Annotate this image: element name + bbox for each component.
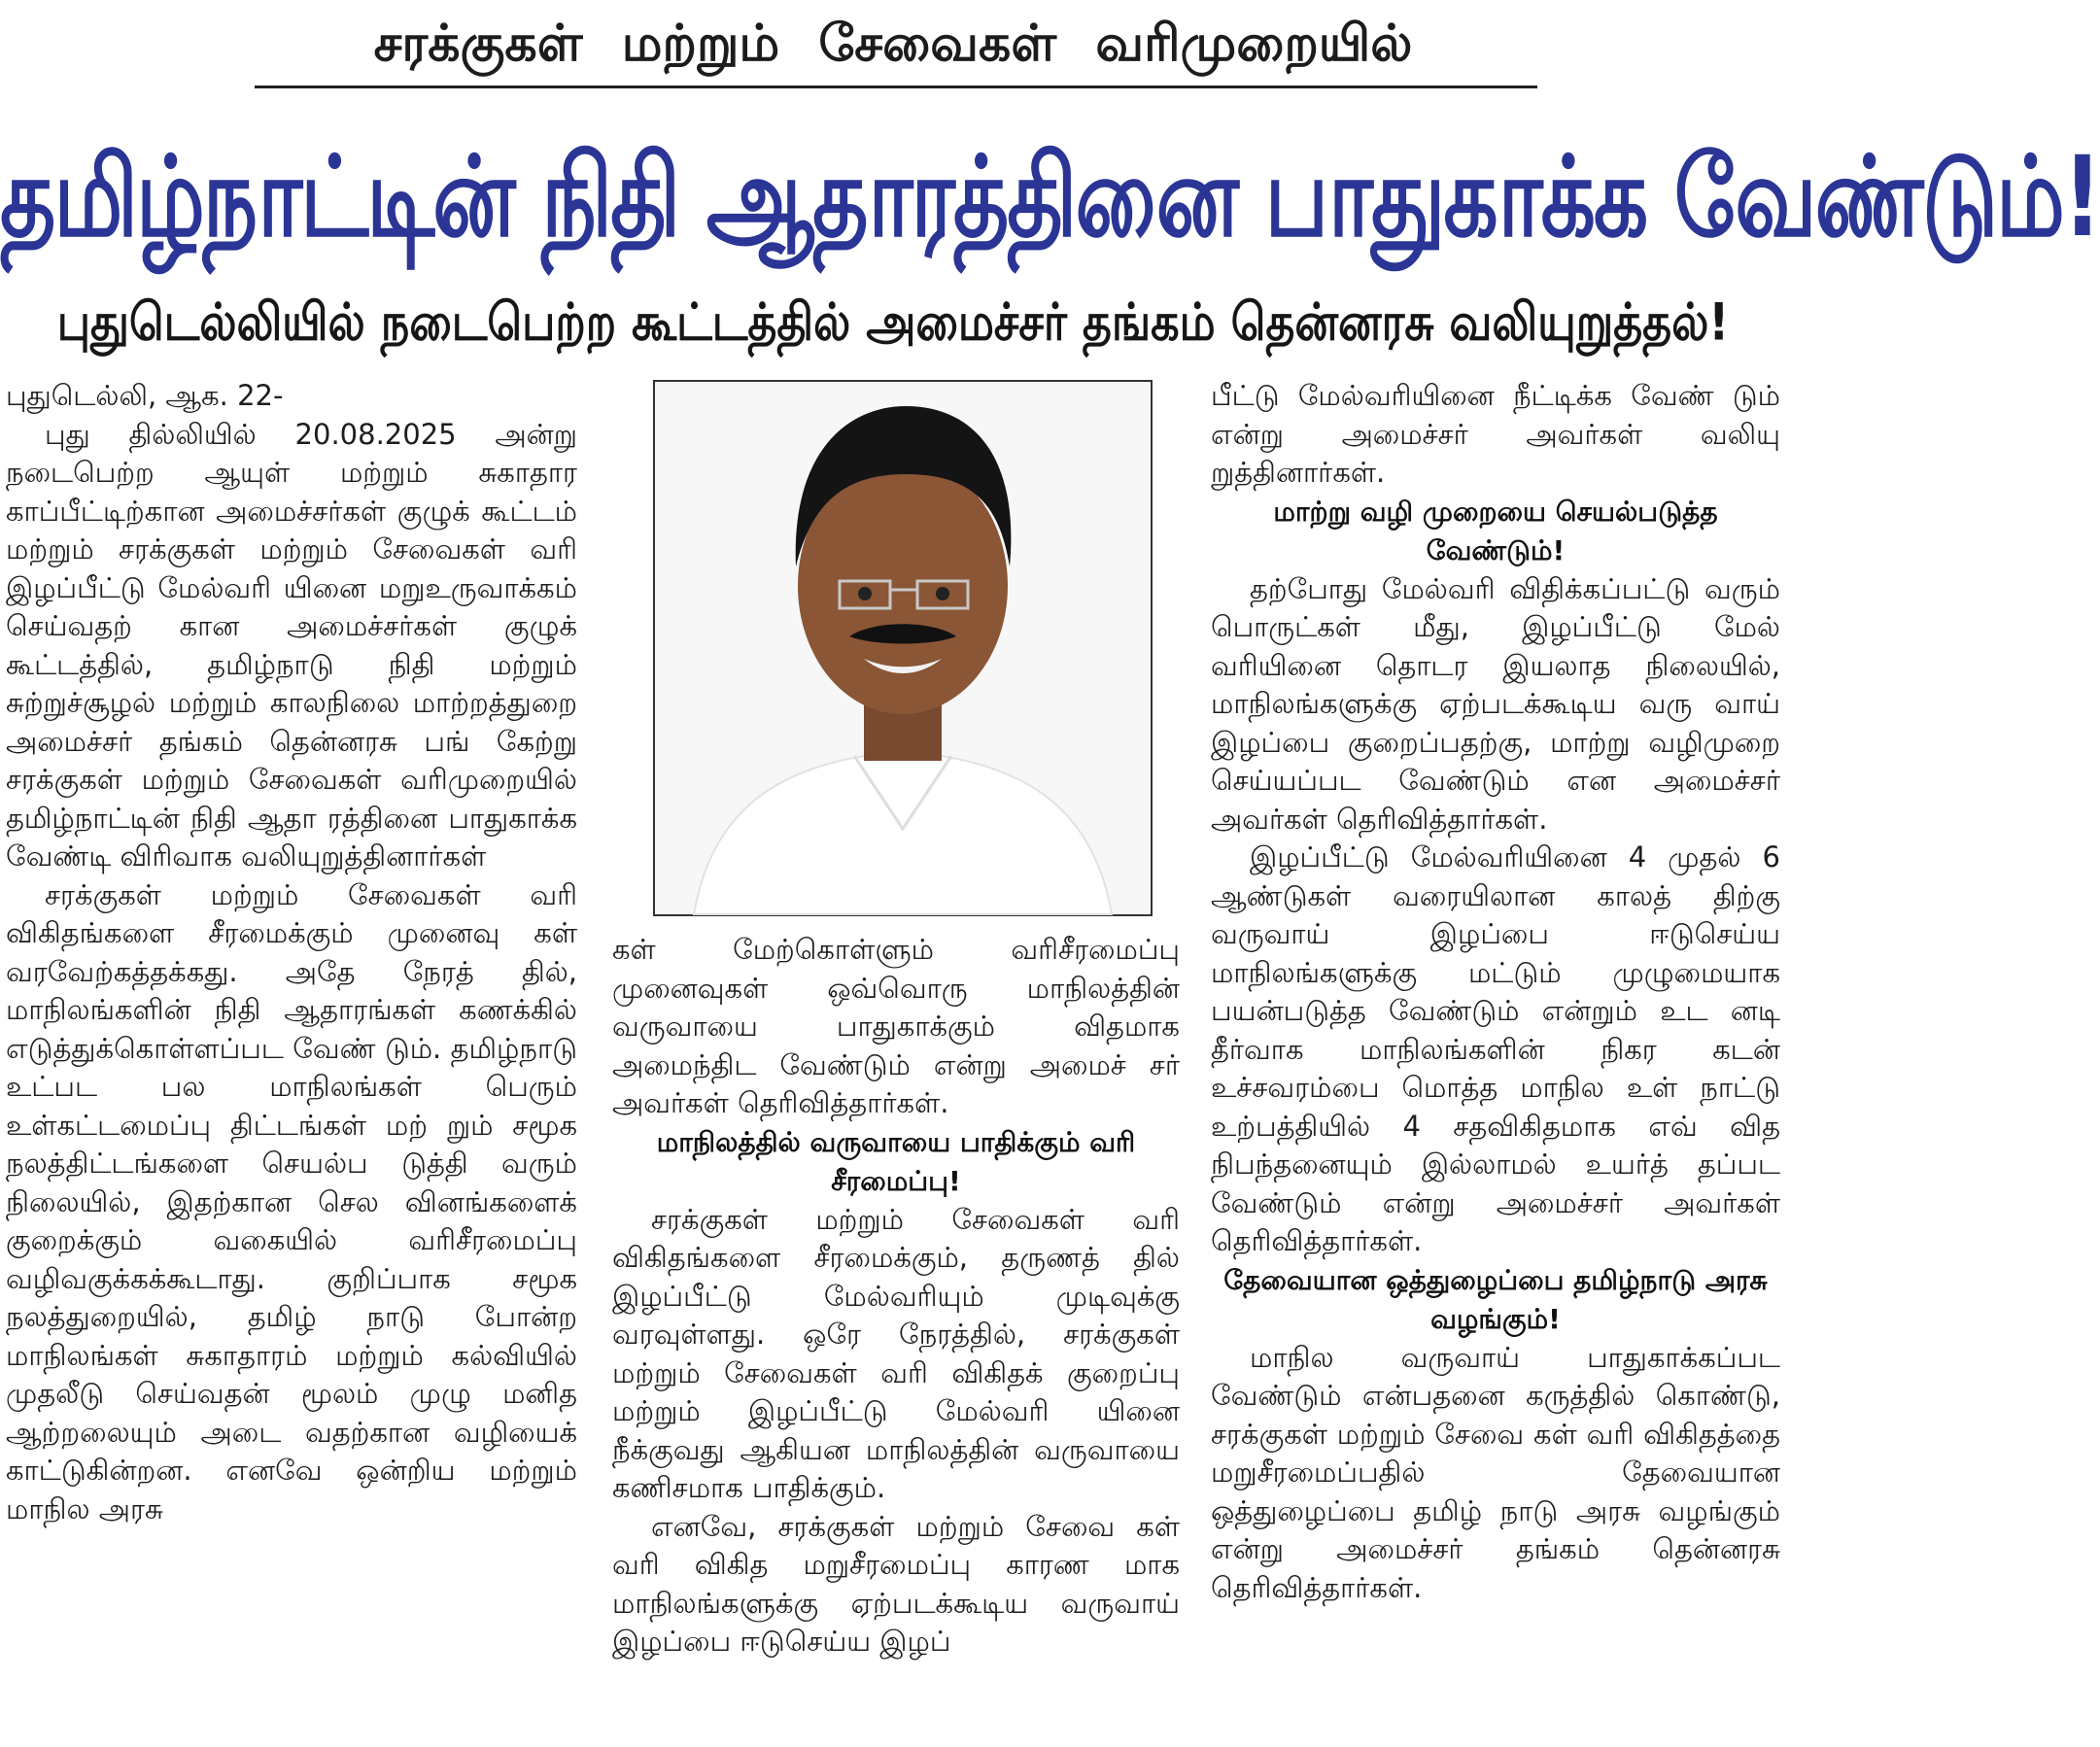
- paragraph: மாநில வருவாய் பாதுகாக்கப்பட வேண்டும் என்பதனை கருத்தில் கொண்டு, சரக்குகள் மற்றும் சேவை கள் வரி விகிதத்தை மறுசீரமைப்பதில் தேவையான ஒத்துழைப்பை தமிழ் நாடு அரசு வழங்கும் என்று அமைச்சர் தங்கம் தென்னரசு தெரிவித்தார்கள்.: [1211, 1340, 1780, 1604]
- kicker-rule: [255, 86, 1537, 88]
- paragraph: எனவே, சரக்குகள் மற்றும் சேவை கள் வரி விகித மறுசீரமைப்பு காரண மாக மாநிலங்களுக்கு ஏற்படக்கூடிய வருவாய் இழப்பை ஈடுசெய்ய இழப்: [612, 1509, 1180, 1658]
- paragraph: தற்போது மேல்வரி விதிக்கப்பட்டு வரும் பொருட்கள் மீது, இழப்பீட்டு மேல் வரியினை தொடர இயலாத நிலையில், மாநிலங்களுக்கு ஏற்படக்கூடிய வரு வாய் இழப்பை குறைப்பதற்கு, மாற்று வழிமுறை செய்யப்பட வேண்டும் என அமைச்சர் அவர்கள் தெரிவித்தார்கள்.: [1211, 571, 1780, 836]
- section-subheading: மாற்று வழி முறையை செயல்படுத்த வேண்டும்!: [1273, 495, 1718, 566]
- section-subheading: தேவையான ஒத்துழைப்பை தமிழ்நாடு அரசு வழங்கும்!: [1223, 1263, 1768, 1335]
- article-column-2: [612, 931, 1180, 1661]
- paragraph: புது தில்லியில் 20.08.2025 அன்று நடைபெற்ற ஆயுள் மற்றும் சுகாதார காப்பீட்டிற்கான அமைச்சர்கள் குழுக் கூட்டம் மற்றும் சரக்குகள் மற்றும் சேவைகள் வரி இழப்பீட்டு மேல்வரி யினை மறுஉருவாக்கம் செய்வதற் கான அமைச்சர்கள் குழுக் கூட்டத்தில், தமிழ்நாடு நிதி மற்றும் சுற்றுச்சூழல் மற்றும் காலநிலை மாற்றத்துறை அமைச்சர் தங்கம் தென்னரசு பங் கேற்று சரக்குகள் மற்றும் சேவைகள் வரிமுறையில் தமிழ்நாட்டின் நிதி ஆதா ரத்தினை பாதுகாக்க வேண்டி விரிவாக வலியுறுத்தினார்கள்: [6, 417, 577, 873]
- paragraph: சரக்குகள் மற்றும் சேவைகள் வரி விகிதங்களை சீரமைக்கும் முனைவு கள் வரவேற்கத்தக்கது. அதே நேரத் தில், மாநிலங்களின் நிதி ஆதாரங்கள் கணக்கில் எடுத்துக்கொள்ளப்பட வேண் டும். தமிழ்நாடு உட்பட பல மாநிலங்கள் பெரும் உள்கட்டமைப்பு திட்டங்கள் மற் றும் சமூக நலத்திட்டங்களை செயல்ப டுத்தி வரும் நிலையில், இதற்கான செல வினங்களைக் குறைக்கும் வகையில் வரிசீரமைப்பு வழிவகுக்கக்கூடாது. குறிப்பாக சமூக நலத்துறையில், தமிழ் நாடு போன்ற மாநிலங்கள் சுகாதாரம் மற்றும் கல்வியில் முதலீடு செய்வதன் மூலம் முழு மனித ஆற்றலையும் அடை வதற்கான வழியைக் காட்டுகின்றன. எனவே ஒன்றிய மற்றும் மாநில அரசு: [6, 877, 577, 1525]
- dateline: புதுடெல்லி, ஆக. 22-: [6, 379, 284, 412]
- portrait-illustration: [655, 382, 1151, 914]
- main-headline: தமிழ்நாட்டின் நிதி ஆதாரத்தினை பாதுகாக்க வேண்டும்!: [0, 131, 2100, 262]
- section-subheading: மாநிலத்தில் வருவாயை பாதிக்கும் வரி சீரமைப்பு!: [656, 1125, 1136, 1197]
- sub-headline: புதுடெல்லியில் நடைபெற்ற கூட்டத்தில் அமைச்சர் தங்கம் தென்னரசு வலியுறுத்தல்!: [56, 291, 1730, 353]
- article-column-3: [1211, 377, 1780, 1607]
- paragraph: பீட்டு மேல்வரியினை நீட்டிக்க வேண் டும் என்று அமைச்சர் அவர்கள் வலியு றுத்தினார்கள்.: [1211, 379, 1780, 489]
- paragraph: இழப்பீட்டு மேல்வரியினை 4 முதல் 6 ஆண்டுகள் வரையிலான காலத் திற்கு வருவாய் இழப்பை ஈடுசெய்ய மாநிலங்களுக்கு மட்டும் முழுமையாக பயன்படுத்த வேண்டும் என்றும் உட னடி தீர்வாக மாநிலங்களின் நிகர கடன் உச்சவரம்பை மொத்த மாநில உள் நாட்டு உற்பத்தியில் 4 சதவிகிதமாக எவ் வித நிபந்தனையும் இல்லாமல் உயர்த் தப்பட வேண்டும் என்று அமைச்சர் அவர்கள் தெரிவித்தார்கள்.: [1211, 840, 1780, 1257]
- paragraph: கள் மேற்கொள்ளும் வரிசீரமைப்பு முனைவுகள் ஒவ்வொரு மாநிலத்தின் வருவாயை பாதுகாக்கும் விதமாக அமைந்திட வேண்டும் என்று அமைச் சர் அவர்கள் தெரிவித்தார்கள்.: [612, 933, 1180, 1119]
- minister-photo: [653, 380, 1153, 916]
- article-column-1: [6, 377, 577, 1528]
- kicker-heading: சரக்குகள் மற்றும் சேவைகள் வரிமுறையில்: [373, 15, 1413, 73]
- paragraph: சரக்குகள் மற்றும் சேவைகள் வரி விகிதங்களை சீரமைக்கும், தருணத் தில் இழப்பீட்டு மேல்வரியும் முடிவுக்கு வரவுள்ளது. ஒரே நேரத்தில், சரக்குகள் மற்றும் சேவைகள் வரி விகிதக் குறைப்பு மற்றும் இழப்பீட்டு மேல்வரி யினை நீக்குவது ஆகியன மாநிலத்தின் வருவாயை கணிசமாக பாதிக்கும்.: [612, 1202, 1180, 1504]
